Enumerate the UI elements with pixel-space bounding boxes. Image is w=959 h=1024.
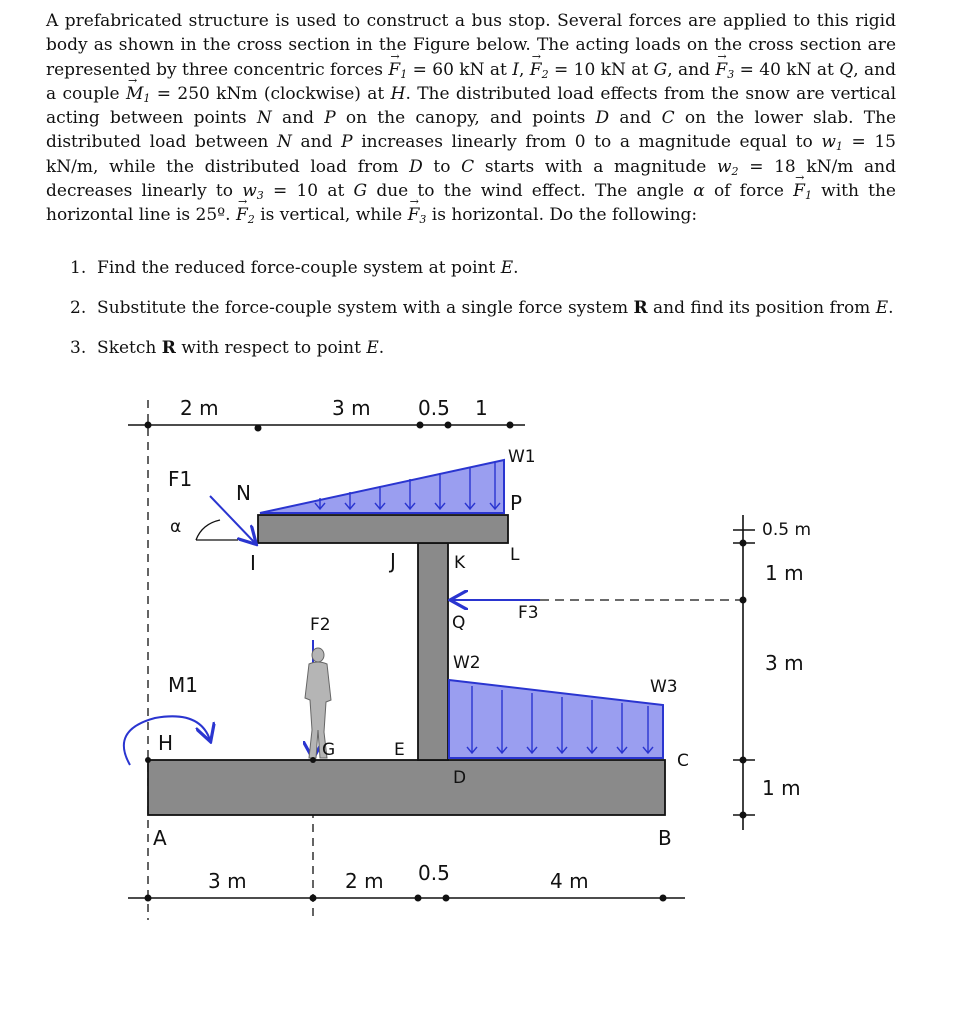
label-H: H (158, 731, 174, 755)
label-F1: F1 (168, 467, 193, 491)
canopy (258, 515, 508, 543)
label-L: L (510, 545, 520, 565)
f1-symbol: → $F_1$ (388, 58, 407, 82)
intro-text: A prefabricated structure is used to construct a bus stop. Several forces are applied to this rigid body as shown in the cross section in the Figure below. The acting loads on the cross section are represented by three concentric forces (46, 11, 896, 80)
label-A: A (153, 826, 167, 850)
problem-statement: A prefabricated structure is used to construct a bus stop. Several forces are applied to this rigid body as shown in the cross section in the Figure below. The acting loads on the cross section are represented by three concentric forces → $F_1 = 60$ kN at I, → $F_2 = 10$ kN at G, and → $F_3 = 40$ kN at Q, and a couple → $M_1 = 250$ kNm (clockwise) at H. The distributed load effects from the snow are vertical acting between points N and P on the canopy, and points D and C on the lower slab. The distributed load between N and P increases linearly from 0 to a magnitude equal to $w_1 = 15$ kN/m, while the distributed load from D to C starts with a magnitude $w_2 = 18$ kN/m and decreases linearly to $w_3 = 10$ at G due to the wind effect. The angle α of force → $F_1$ with the horizontal line is 25º. → $F_2$ is vertical, while → $F_3$ is horizontal. Do the following: (46, 9, 896, 228)
dim-bottom-3: 4 m (550, 869, 589, 893)
m1-symbol: → $M_1$ (126, 82, 150, 106)
dim-right-0: 0.5 m (762, 520, 811, 540)
w2-symbol: $w_2$ (716, 156, 739, 178)
task-3: 3. Sketch R with respect to point E. (70, 338, 385, 358)
dim-right-2: 3 m (765, 651, 804, 675)
task-2: 2. Substitute the force-couple system with a single force system R and find its position from E. (70, 298, 894, 318)
dim-bottom-2: 0.5 (418, 861, 450, 885)
label-W1: W1 (508, 447, 536, 467)
wind-load (449, 680, 663, 758)
structure (148, 515, 665, 815)
w3-symbol: $w_3$ (242, 181, 264, 203)
structure-figure (0, 380, 959, 1024)
label-P: P (510, 491, 523, 515)
dim-bottom-1: 2 m (345, 869, 384, 893)
dim-top-2: 0.5 (418, 396, 450, 420)
label-I: I (250, 551, 256, 575)
label-E: E (394, 740, 405, 760)
task-1: 1. Find the reduced force-couple system at point E. (70, 258, 519, 278)
dim-right-1: 1 m (765, 561, 804, 585)
label-G: G (322, 740, 336, 760)
dim-bottom-0: 3 m (208, 869, 247, 893)
label-Q: Q (452, 613, 466, 633)
label-F2: F2 (310, 615, 331, 635)
w1-symbol: $w_1$ (821, 132, 843, 154)
label-K: K (454, 553, 466, 573)
label-C: C (677, 751, 689, 771)
label-N: N (236, 481, 251, 505)
label-F3: F3 (518, 603, 539, 623)
label-J: J (390, 549, 396, 573)
dim-top-1: 3 m (332, 396, 371, 420)
f3-symbol: → $F_3$ (715, 58, 734, 82)
label-D: D (453, 768, 467, 788)
label-alpha: α (170, 517, 182, 537)
label-W2: W2 (453, 653, 481, 673)
alpha-arc (196, 520, 220, 540)
column (418, 543, 448, 760)
snow-load (260, 460, 504, 513)
dim-right-3: 1 m (762, 776, 801, 800)
f2-symbol: → $F_2$ (530, 58, 549, 82)
lower-slab (148, 760, 665, 815)
label-B: B (658, 826, 672, 850)
label-M1: M1 (168, 673, 198, 697)
label-W3: W3 (650, 677, 678, 697)
dim-top-3: 1 (475, 396, 488, 420)
dim-top-0: 2 m (180, 396, 219, 420)
